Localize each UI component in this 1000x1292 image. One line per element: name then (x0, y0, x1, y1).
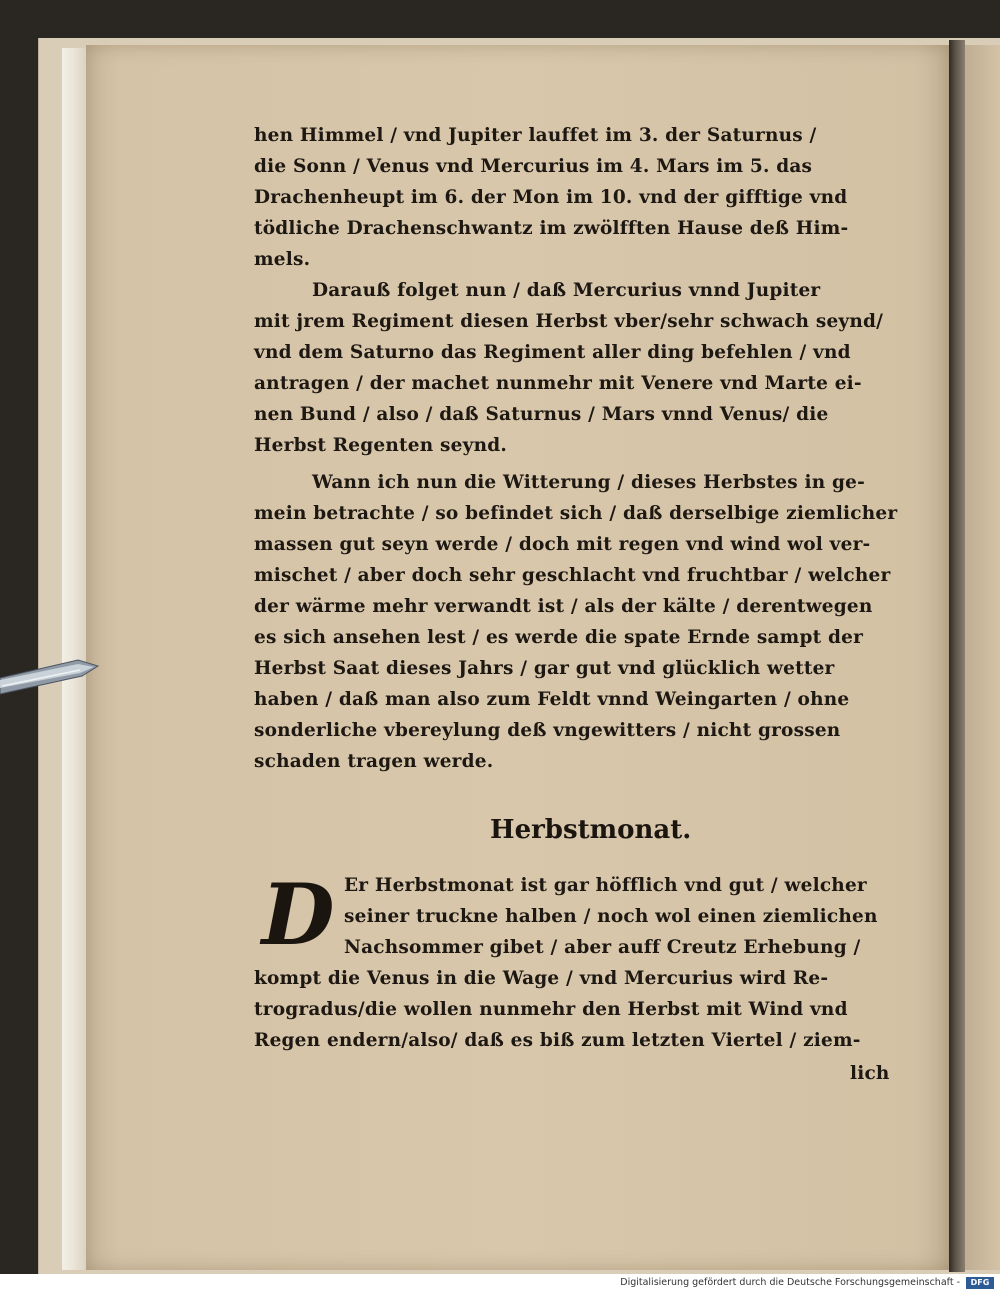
text-line: Drachenheupt im 6. der Mon im 10. vnd der gifftige vnd (254, 187, 848, 208)
text-line: sonderliche vbereylung deß vngewitters / nicht grossen (254, 720, 841, 741)
section-heading: Herbstmonat. (490, 815, 692, 845)
text-line: mischet / aber doch sehr geschlacht vnd fruchtbar / welcher (254, 565, 891, 586)
text-line: die Sonn / Venus vnd Mercurius im 4. Mars im 5. das (254, 156, 813, 177)
text-line: Darauß folget nun / daß Mercurius vnnd Jupiter (312, 280, 821, 301)
text-line: hen Himmel / vnd Jupiter lauffet im 3. der Saturnus / (254, 125, 817, 146)
text-line: nen Bund / also / daß Saturnus / Mars vnnd Venus/ die (254, 404, 829, 425)
text-line: mein betrachte / so befindet sich / daß derselbige ziemlicher (254, 503, 898, 524)
catchword: lich (850, 1063, 890, 1084)
text-line: Herbst Saat dieses Jahrs / gar gut vnd glücklich wetter (254, 658, 835, 679)
text-line: Wann ich nun die Witterung / dieses Herbstes in ge- (312, 472, 866, 493)
text-line: mit jrem Regiment diesen Herbst vber/sehr schwach seynd/ (254, 311, 884, 332)
footer-credit: Digitalisierung gefördert durch die Deutsche Forschungsgemeinschaft - (620, 1277, 960, 1288)
drop-cap: D (261, 865, 335, 964)
text-line: antragen / der machet nunmehr mit Venere vnd Marte ei- (254, 373, 862, 394)
dfg-logo: DFG (966, 1277, 994, 1289)
text-line: Er Herbstmonat ist gar höfflich vnd gut / welcher (344, 875, 867, 896)
text-line: der wärme mehr verwandt ist / als der kälte / derentwegen (254, 596, 873, 617)
text-line: Regen endern/also/ daß es biß zum letzten Viertel / ziem- (254, 1030, 861, 1051)
text-line: seiner truckne halben / noch wol einen ziemlichen (344, 906, 878, 927)
text-line: tödliche Drachenschwantz im zwölfften Hause deß Him- (254, 218, 849, 239)
text-line: haben / daß man also zum Feldt vnnd Weingarten / ohne (254, 689, 850, 710)
book-gutter (949, 40, 965, 1272)
text-line: es sich ansehen lest / es werde die spate Ernde sampt der (254, 627, 864, 648)
text-line: vnd dem Saturno das Regiment aller ding befehlen / vnd (254, 342, 851, 363)
text-line: massen gut seyn werde / doch mit regen vnd wind wol ver- (254, 534, 871, 555)
text-line: kompt die Venus in die Wage / vnd Mercurius wird Re- (254, 968, 829, 989)
facing-page-edge (965, 45, 1000, 1270)
page-holder-pointer-icon (0, 656, 100, 700)
text-line: Nachsommer gibet / aber auff Creutz Erhebung / (344, 937, 861, 958)
text-line: Herbst Regenten seynd. (254, 435, 508, 456)
text-line: schaden tragen werde. (254, 751, 494, 772)
text-line: trogradus/die wollen nunmehr den Herbst mit Wind vnd (254, 999, 848, 1020)
text-line: mels. (254, 249, 311, 270)
